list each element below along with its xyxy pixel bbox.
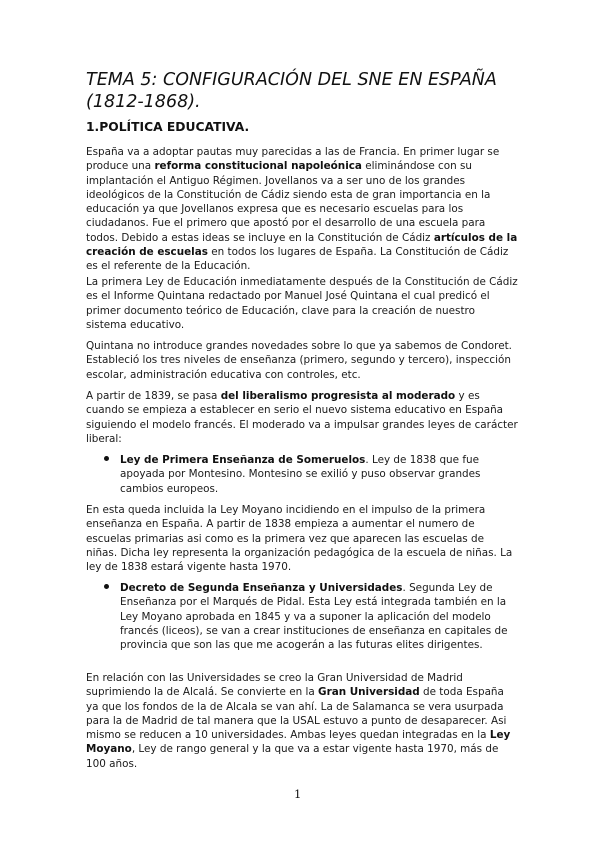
paragraph-text: España va a adoptar pautas muy parecidas a las de Francia. En primer lugar se produce una <box>86 146 500 173</box>
bold-term: Ley Moyano <box>86 729 511 756</box>
paragraph-text: En relación con las Universidades se creo la Gran Universidad de Madrid suprimiendo la de Alcalá. Se convierte en la <box>86 672 463 699</box>
bold-term: Ley de Primera Enseñanza de Someruelos <box>120 454 366 466</box>
bullet-icon <box>103 454 111 462</box>
paragraph-moyano: En esta queda incluida la Ley Moyano incidiendo en el impulso de la primera enseñanza en España. A partir de 1838 empieza a aumentar el numero de escuelas primarias asi como es la primera vez que aparecen las escuelas de niñas. Dicha ley representa la organización pedagógica de la escuela de niñas. La ley de 1838 estará vigente hasta 1970. <box>86 504 513 574</box>
list-item-text: . Ley de 1838 que fue apoyada por Montesino. Montesino se exilió y puso observar grandes cambios europeos. <box>120 454 481 495</box>
bold-term: reforma constitucional napoleónica <box>154 160 362 173</box>
paragraph-constitution <box>86 145 518 274</box>
list-item-decreto <box>120 581 518 652</box>
paragraph-text: en todos los lugares de España. La Constitución de Cádiz es el referente de la Educación. <box>86 246 509 273</box>
bold-term: Decreto de Segunda Enseñanza y Universidades <box>120 582 403 594</box>
paragraph-text: de toda España ya que los fondos de la de Alcala se van ahí. La de Salamanca se vera usurpada para la de Madrid de tal manera que la USAL estuvo a punto de desaparecer. Asi mismo se reducen a 10 universidades. Ambas leyes quedan integradas en la <box>86 686 507 742</box>
paragraph-liberalism <box>86 389 518 446</box>
bold-term: del liberalismo progresista al moderado <box>220 390 456 402</box>
bold-term: Gran Universidad <box>318 686 420 699</box>
document-title: TEMA 5: CONFIGURACIÓN DEL SNE EN ESPAÑA (1812-1868). <box>86 70 497 112</box>
paragraph-quintana-levels: Quintana no introduce grandes novedades sobre lo que ya sabemos de Condoret. Estableció los tres niveles de enseñanza (primero, segundo y tercero), inspección escolar, administración educativa con controles, etc. <box>86 340 512 381</box>
bold-term: artículos de la creación de escuelas <box>86 231 518 259</box>
section-heading: 1.POLÍTICA EDUCATIVA. <box>86 120 250 134</box>
page-number: 1 <box>294 787 302 801</box>
paragraph-universities <box>86 671 518 771</box>
paragraph-text: , Ley de rango general y la que va a estar vigente hasta 1970, más de 100 años. <box>86 743 499 770</box>
paragraph-text: A partir de 1839, se pasa <box>86 390 221 402</box>
paragraph-text: y es cuando se empieza a establecer en serio el nuevo sistema educativo en España siguiendo el modelo francés. El moderado va a impulsar grandes leyes de carácter liberal: <box>86 390 518 445</box>
list-item-someruelos <box>120 453 518 496</box>
paragraph-quintana-report: La primera Ley de Educación inmediatamente después de la Constitución de Cádiz es el Informe Quintana redactado por Manuel José Quintana el cual predicó el primer documento teórico de Educación, clave para la creación de nuestro sistema educativo. <box>86 276 518 331</box>
bullet-icon <box>103 582 111 590</box>
paragraph-text: eliminándose con su implantación el Antiguo Régimen. Jovellanos va a ser uno de los grandes ideológicos de la Constitución de Cádiz siendo esta de gran importancia en la educación ya que Jovellanos expresa que es necesario escuelas para los ciudadanos. Fue el primero que apostó por el desarrollo de una escuela para todos. Debido a estas ideas se incluye en la Constitución de Cádiz <box>86 160 491 244</box>
list-item-text: . Segunda Ley de Enseñanza por el Marqués de Pidal. Esta Ley está integrada también en la Ley Moyano aprobada en 1845 y va a suponer la aplicación del modelo francés (liceos), se van a crear instituciones de enseñanza en capitales de provincia que son las que me acogerán a las futuras elites dirigentes. <box>120 582 508 652</box>
